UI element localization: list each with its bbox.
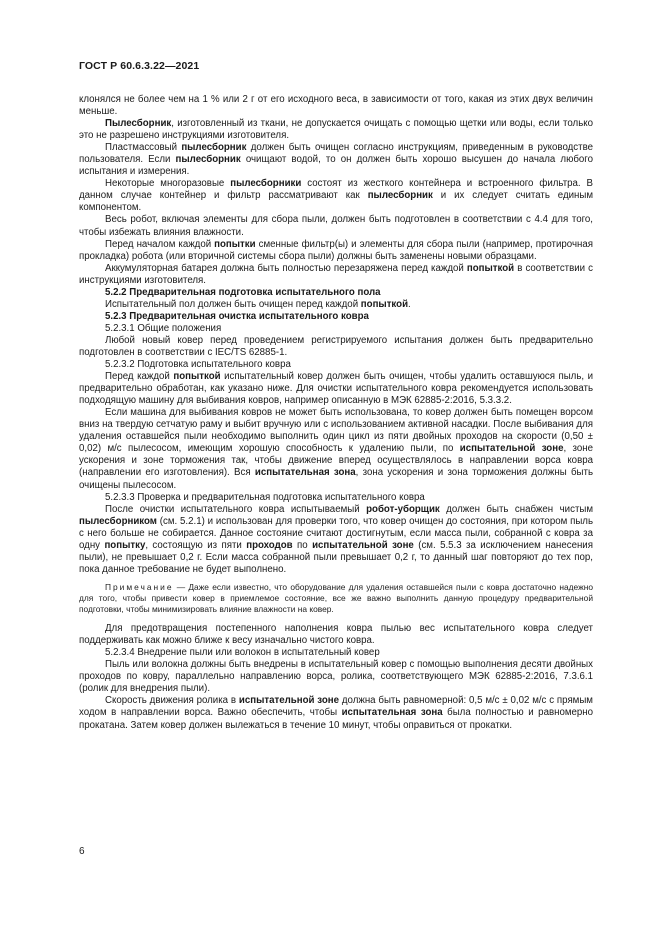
page-number: 6 <box>79 846 85 857</box>
text: Перед каждой <box>105 371 174 383</box>
text: сменные фильтр(ы) и элементы для сбора пыли (например, протирочная прокладка) робота (или вторичной системы сбора пыли) должны быть заменены новыми образцами. <box>79 238 593 262</box>
term: попытку <box>104 539 146 551</box>
term: попыткой <box>360 298 409 310</box>
text: по <box>292 539 313 551</box>
text: была полностью и равномерно прокатана. Затем ковер должен вылежаться в течение 10 минут, чтобы оправиться от прокатки. <box>79 707 594 731</box>
term: попыткой <box>173 371 221 383</box>
paragraph: Для предотвращения постепенного наполнения ковра пылью вес испытательного ковра следует поддерживать как можно ближе к весу изначально чистого ковра. <box>79 623 593 647</box>
paragraph <box>79 407 593 491</box>
section-heading-5-2-2: 5.2.2 Предварительная подготовка испытательного пола <box>105 286 381 298</box>
note-text: — Даже если известно, что оборудование для удаления оставшейся пыли с ковра достаточно надежно для того, чтобы привести ковер в приемлемое состояние, все же важно выполнить данную процедуру предварительной подготовки, чтобы минимизировать влияние влажности на ковер. <box>79 581 593 615</box>
text: Аккумуляторная батарея должна быть полностью перезаряжена перед каждой <box>105 262 467 274</box>
document-header: ГОСТ Р 60.6.3.22—2021 <box>79 60 200 72</box>
subsection-heading-5-2-3-1: 5.2.3.1 Общие положения <box>105 322 222 334</box>
term: пылесборник <box>181 142 247 154</box>
text: должна быть равномерной: 0,5 м/с ± 0,02 м/с с прямым ходом в направлении ворса. Важно обеспечить, чтобы <box>79 695 593 719</box>
subsection-heading-5-2-3-4: 5.2.3.4 Внедрение пыли или волокон в испытательный ковер <box>105 647 380 659</box>
text: и их следует считать единым компонентом. <box>79 190 593 214</box>
text: в соответствии с инструкциями изготовителя. <box>79 262 593 286</box>
note-label: Примечание <box>105 581 174 592</box>
text: . <box>408 298 411 310</box>
text: должен быть очищен согласно инструкциям, приведенным в руководстве пользователя. Если <box>79 142 593 166</box>
paragraph: Весь робот, включая элементы для сбора пыли, должен быть подготовлен в соответствии с 4.4 для того, чтобы избежать влияния влажности. <box>79 214 593 238</box>
text: испытательный ковер должен быть очищен, чтобы удалить оставшуюся пыль, и предварительно обработан, как указано ниже. Для очистки испытательного ковра рекомендуется использовать подходящую машину для выбивания ковров, например описанную в МЭК 62885-2:2016, 5.3.3.2. <box>79 371 593 407</box>
text: Перед началом каждой <box>105 238 215 250</box>
text: Испытательный пол должен быть очищен перед каждой <box>105 298 361 310</box>
text: очищают водой, то он должен быть хорошо высушен до начала любого испытания и измерения. <box>79 154 593 178</box>
text: состоят из жесткого контейнера и встроенного фильтра. В данном случае контейнер и фильтр рассматривают как <box>79 178 593 202</box>
term: робот-уборщик <box>366 503 440 515</box>
paragraph: Любой новый ковер перед проведением регистрируемого испытания должен быть предварительно подготовлен в соответствии с IEC/TS 62885-1. <box>79 334 593 358</box>
term: проходов <box>246 539 293 551</box>
term: пылесборник <box>367 190 433 202</box>
text: , зона ускорения и зона торможения должны быть очищены пылесосом. <box>79 467 593 491</box>
term: испытательной зоне <box>459 443 564 455</box>
note <box>79 582 593 615</box>
term: испытательная зона <box>254 467 356 479</box>
text: , зоне ускорения и зоне торможения так, чтобы движение вперед осуществлялось в направлении ворса ковра (направлении его изготовления). Вся <box>79 443 593 479</box>
paragraph <box>79 263 593 287</box>
term: попытки <box>214 238 256 250</box>
subsection-heading-5-2-3-2: 5.2.3.2 Подготовка испытательного ковра <box>105 359 291 371</box>
term: Пылесборник <box>105 118 172 130</box>
paragraph <box>79 504 593 576</box>
paragraph <box>79 695 593 731</box>
text: Некоторые многоразовые <box>105 178 231 190</box>
text: Пластмассовый <box>105 142 182 154</box>
text: (см. 5.2.1) и использован для проверки того, что ковер очищен до состояния, при котором пыль с него больше не собирается. Данное состояние считают достигнутым, если масса пыли, собранной с ковра за одну <box>79 515 593 551</box>
subsection-heading-5-2-3-3: 5.2.3.3 Проверка и предварительная подготовка испытательного ковра <box>105 491 425 503</box>
term: испытательной зоне <box>312 539 414 551</box>
document-body <box>79 94 593 732</box>
paragraph <box>79 178 593 214</box>
term: пылесборником <box>79 515 157 527</box>
term: пылесборник <box>175 154 241 166</box>
paragraph <box>79 371 593 407</box>
term: испытательная зона <box>341 707 443 719</box>
paragraph <box>79 142 593 178</box>
section-heading-5-2-3: 5.2.3 Предварительная очистка испытательного ковра <box>105 310 369 322</box>
paragraph: Пыль или волокна должны быть внедрены в испытательный ковер с помощью выполнения десяти двойных проходов по ковру, параллельно направлению ворса, ролика, соответствующего МЭК 62885-2:2016, 7.3.6.1 (ролик для внедрения пыли). <box>79 659 593 695</box>
text: , состоящую из пяти <box>145 539 247 551</box>
text: должен быть снабжен чистым <box>439 503 593 515</box>
text: (см. 5.5.3 за исключением нанесения пыли), не превышает 0,2 г. Если масса собранной пыли превышает 0,2 г, то данный шаг повторяют до тех пор, пока данное требование не будет выполнено. <box>79 539 593 575</box>
text: После очистки испытательного ковра испытываемый <box>105 503 367 515</box>
paragraph <box>79 299 593 311</box>
text: , изготовленный из ткани, не допускается очищать с помощью щетки или воды, если только это не разрешено инструкциями изготовителя. <box>79 118 593 142</box>
term: попыткой <box>466 262 515 274</box>
paragraph <box>79 239 593 263</box>
text: Если машина для выбивания ковров не может быть использована, то ковер должен быть помещен ворсом вниз на твердую сетчатую раму и выбит вручную или с использованием активной насадки. После выбивания для удаления оставшейся пыли необходимо выполнить один цикл из пяти двойных проходов на скорости (0,50 ± 0,02) м/с пылесосом, имеющим хорошую способность к удалению пыли, по <box>79 407 593 455</box>
text: Скорость движения ролика в <box>105 695 239 707</box>
term: пылесборники <box>230 178 302 190</box>
paragraph: клонялся не более чем на 1 % или 2 г от его исходного веса, в зависимости от того, какая из этих двух величин меньше. <box>79 94 593 118</box>
term: испытательной зоне <box>238 695 340 707</box>
paragraph <box>79 118 593 142</box>
